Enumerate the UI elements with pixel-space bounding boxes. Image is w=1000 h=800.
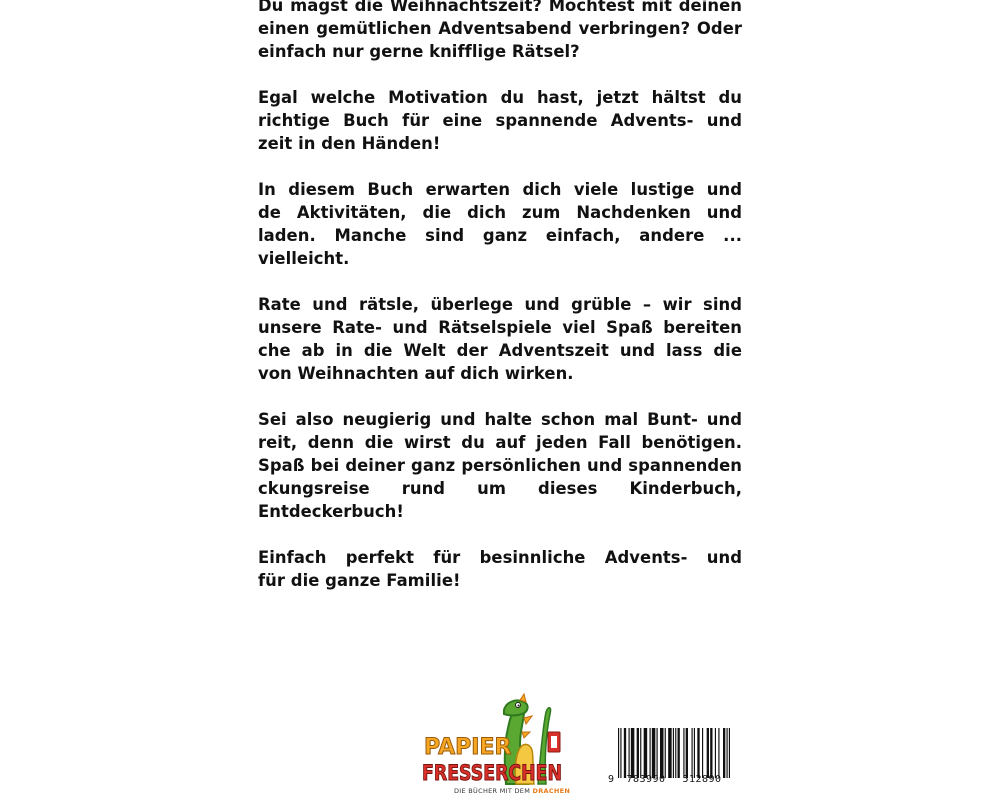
barcode-bar	[652, 728, 656, 778]
text-line: richtige Buch für eine spannende Advents- und	[258, 111, 742, 130]
barcode-bar	[665, 728, 666, 778]
paragraph	[258, 86, 742, 155]
text-line: che ab in die Welt der Adventszeit und lass die	[258, 341, 742, 360]
text-line: einfach nur gerne knifflige Rätsel?	[258, 42, 580, 61]
text-line: Einfach perfekt für besinnliche Advents- und	[258, 548, 742, 567]
barcode-bar	[697, 728, 699, 778]
barcode-right-group: 512890	[682, 774, 722, 785]
barcode-bar	[715, 728, 716, 778]
barcode-bar	[683, 728, 684, 778]
text-line: einen gemütlichen Adventsabend verbringen? Oder	[258, 19, 742, 38]
barcode-bar	[675, 728, 676, 778]
text-line: Spaß bei deiner ganz persönlichen und spannenden	[258, 456, 742, 475]
text-line: Rate und rätsle, überlege und grüble – wir sind	[258, 295, 742, 314]
barcode-bar	[640, 728, 641, 778]
barcode-bar	[707, 728, 709, 778]
barcode-bar	[660, 728, 664, 778]
barcode-bar	[657, 728, 658, 778]
barcode-bar	[686, 728, 688, 778]
paragraph	[258, 0, 742, 63]
barcode-bar	[702, 728, 703, 778]
logo-line1: PAPIER	[424, 735, 512, 760]
barcode-bar	[620, 728, 621, 778]
text-line: Egal welche Motivation du hast, jetzt hältst du	[258, 88, 742, 107]
text-line: zeit in den Händen!	[258, 134, 441, 153]
barcode-bar	[723, 728, 725, 778]
text-line: In diesem Buch erwarten dich viele lustige und	[258, 180, 742, 199]
barcode-bar	[631, 728, 635, 778]
text-line: laden. Manche sind ganz einfach, andere ...	[258, 226, 742, 245]
barcode-bar	[727, 728, 728, 778]
logo-tagline-highlight: DRACHEN	[532, 787, 571, 795]
back-cover-text	[258, 0, 742, 592]
publisher-logo	[420, 692, 571, 800]
isbn-barcode	[608, 724, 740, 800]
logo-tagline	[454, 787, 570, 795]
logo-line2: FRESSERCHEN	[422, 761, 562, 785]
barcode-digits	[608, 774, 740, 785]
text-line: von Weihnachten auf dich wirken.	[258, 364, 574, 383]
barcode-bar	[624, 728, 626, 778]
barcode-bar	[729, 728, 730, 778]
text-line: de Aktivitäten, die dich zum Nachdenken und	[258, 203, 742, 222]
paragraph	[258, 408, 742, 523]
text-line: ckungsreise rund um dieses Kinderbuch,	[258, 479, 742, 498]
text-line: für die ganze Familie!	[258, 571, 461, 590]
barcode-bar	[668, 728, 672, 778]
barcode-bar	[629, 728, 630, 778]
text-line: vielleicht.	[258, 249, 350, 268]
paragraph	[258, 178, 742, 270]
text-line: reit, denn die wirst du auf jeden Fall benötigen.	[258, 433, 742, 452]
barcode-bar	[650, 728, 651, 778]
text-line: Sei also neugierig und halte schon mal Bunt- und	[258, 410, 742, 429]
barcode-left-group: 783990	[626, 774, 666, 785]
barcode-bar	[678, 728, 680, 778]
barcode-bar	[718, 728, 719, 778]
barcode-bar	[673, 728, 674, 778]
barcode-bars	[618, 728, 730, 778]
barcode-bar	[692, 728, 693, 778]
text-line: unsere Rate- und Rätselspiele viel Spaß bereiten	[258, 318, 742, 337]
text-line: Du magst die Weihnachtszeit? Möchtest mit deinen	[258, 0, 742, 15]
paragraph	[258, 546, 742, 592]
barcode-bar	[710, 728, 712, 778]
barcode-first-digit: 9	[608, 774, 615, 785]
barcode-bar	[637, 728, 639, 778]
barcode-bar	[694, 728, 695, 778]
barcode-bar	[644, 728, 648, 778]
dragon-logo-graphic	[420, 692, 568, 800]
paragraph	[258, 293, 742, 385]
barcode-bar	[618, 728, 619, 778]
text-line: Entdeckerbuch!	[258, 502, 404, 521]
logo-tagline-prefix: DIE BÜCHER MIT DEM	[454, 787, 531, 795]
